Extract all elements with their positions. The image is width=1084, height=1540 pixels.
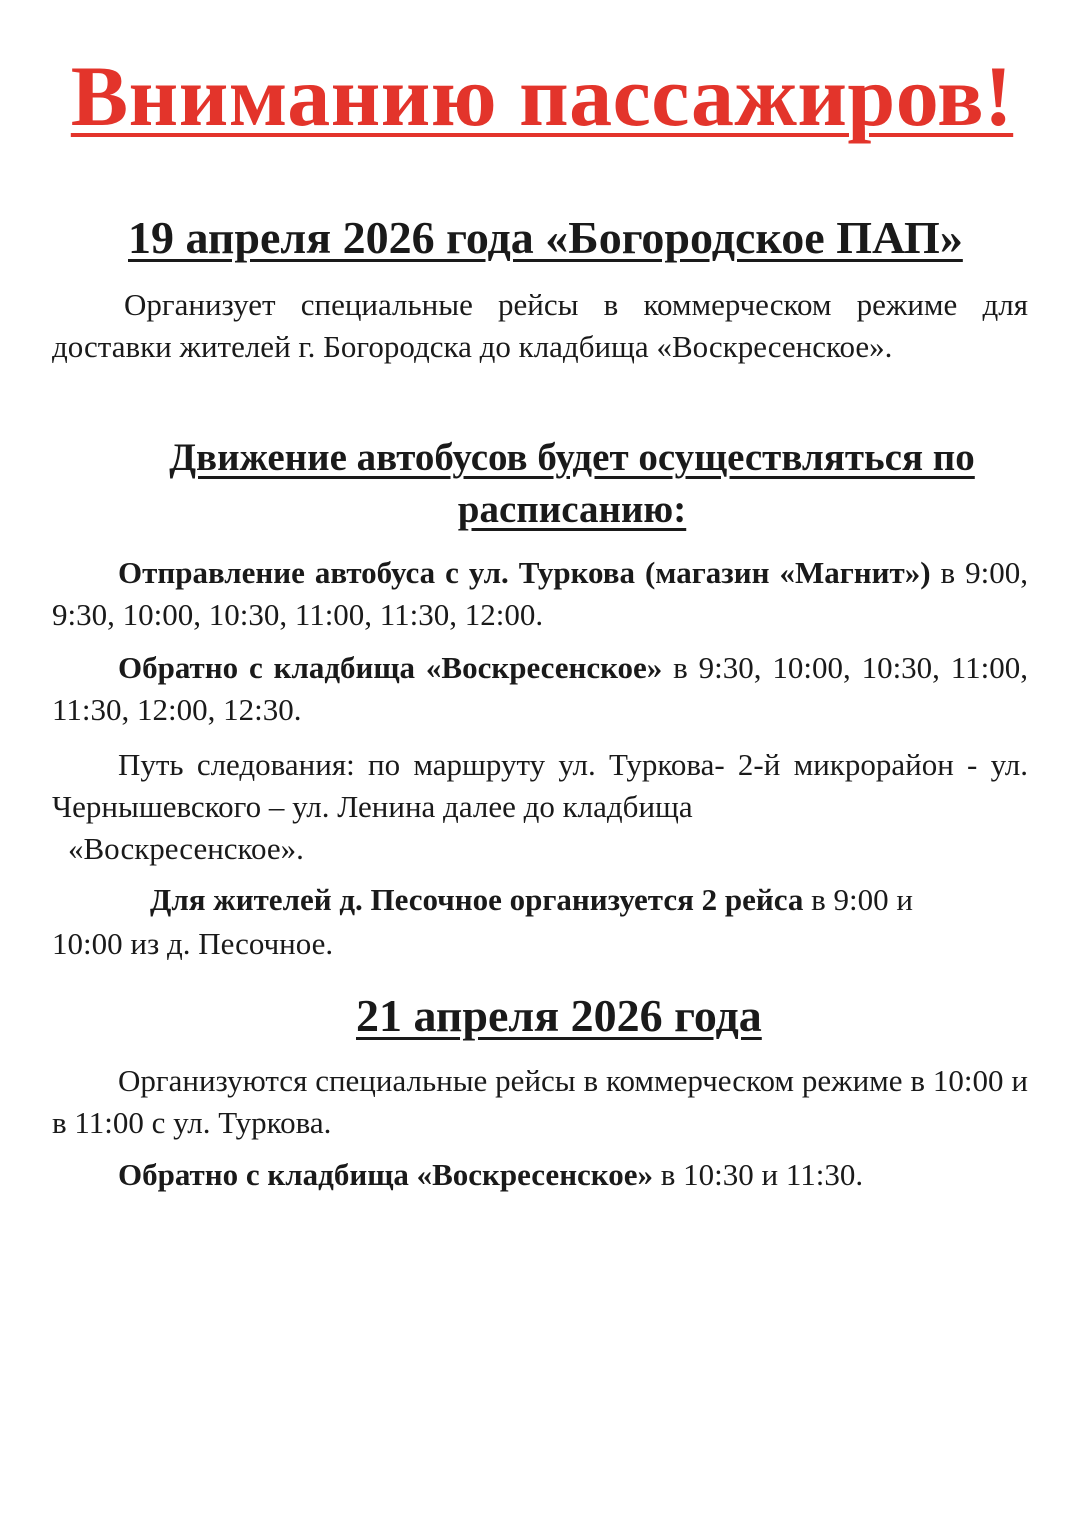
date-heading-april-19: 19 апреля 2026 года «Богородское ПАП» <box>128 212 963 263</box>
village-times-1: в 9:00 и <box>811 882 913 917</box>
return-label-april-21: Обратно с кладбища «Воскресенское» <box>118 1157 654 1192</box>
route-end: «Воскресенское». <box>68 831 304 866</box>
route-text: Путь следования: по маршруту ул. Туркова- 2-й микрорайон - ул. Чернышевского – ул. Ленина далее до кладбища <box>52 747 1028 824</box>
schedule-heading: Движение автобусов будет осуществляться по расписанию: <box>169 436 975 531</box>
return-paragraph-april-21 <box>52 1154 1028 1196</box>
april-21-paragraph: Организуются специальные рейсы в коммерческом режиме в 10:00 и в 11:00 с ул. Туркова. <box>52 1063 1028 1140</box>
village-times-2: 10:00 из д. Песочное. <box>52 926 334 961</box>
intro-paragraph: Организует специальные рейсы в коммерческом режиме для доставки жителей г. Богородска до кладбища «Воскресенское». <box>52 287 1028 364</box>
departure-times: в 9:00, 9:30, 10:00, 10:30, 11:00, 11:30, 12:00. <box>52 555 1029 632</box>
village-paragraph <box>52 878 1028 966</box>
notice-headline: Вниманию пассажиров! <box>70 48 1014 144</box>
village-first-line <box>52 882 913 917</box>
return-times: в 9:30, 10:00, 10:30, 11:00, 11:30, 12:00, 12:30. <box>52 650 1028 727</box>
return-paragraph <box>52 647 1028 731</box>
departure-paragraph <box>52 552 1028 636</box>
date-heading-april-21: 21 апреля 2026 года <box>356 990 762 1041</box>
departure-label: Отправление автобуса с ул. Туркова (магазин «Магнит») <box>118 555 931 590</box>
return-times-april-21: в 10:30 и 11:30. <box>660 1157 864 1192</box>
return-label: Обратно с кладбища «Воскресенское» <box>118 650 663 685</box>
route-paragraph <box>52 744 1028 870</box>
village-label: Для жителей д. Песочное организуется 2 рейса <box>150 882 804 917</box>
